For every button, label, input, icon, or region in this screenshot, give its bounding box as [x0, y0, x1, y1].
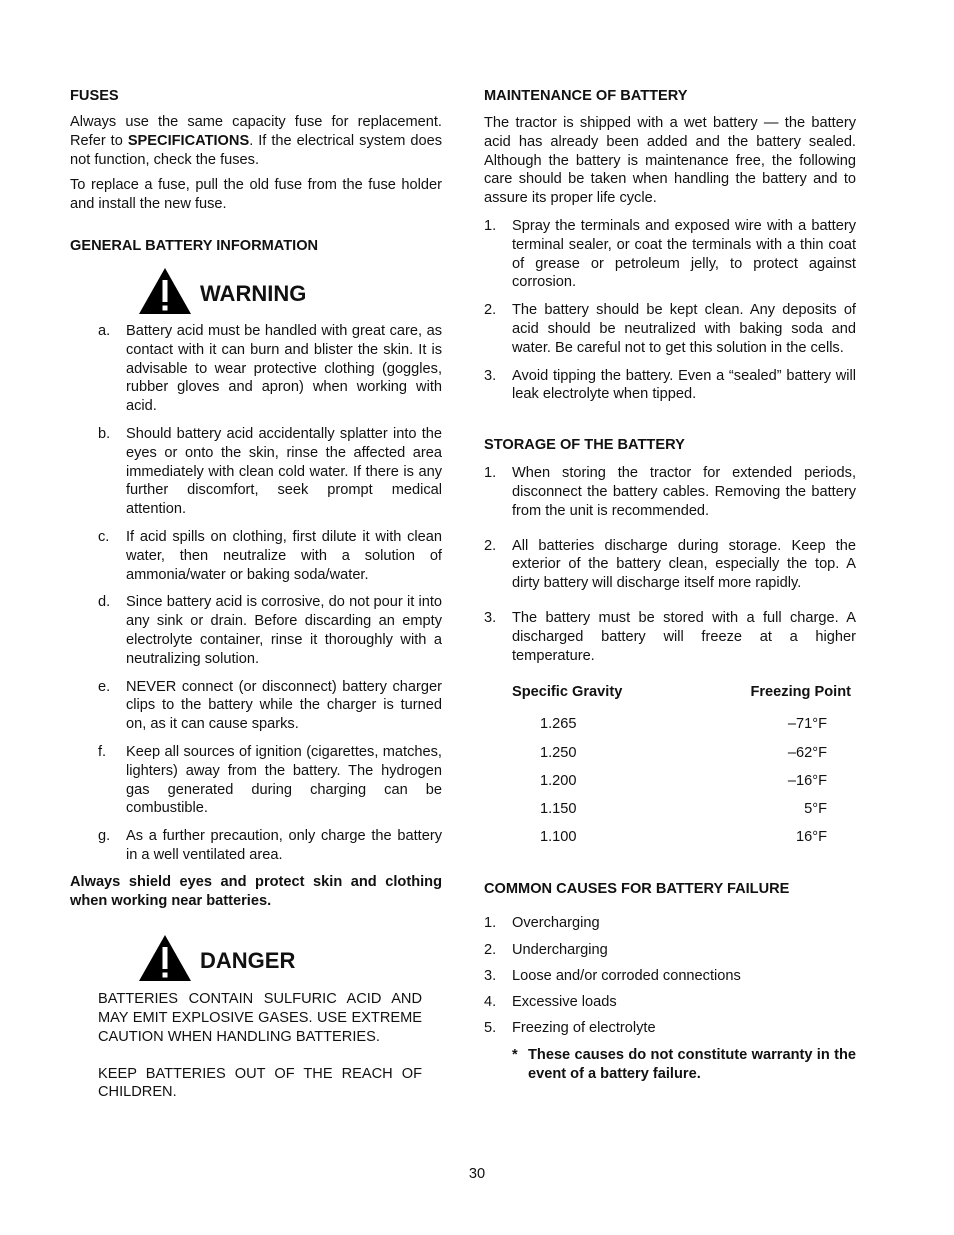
list-item: 1. Spray the terminals and exposed wire with a battery terminal sealer, or coat the terminals with a thin coat of grease or petroleum jelly, to protect against corrosion. — [484, 217, 856, 291]
list-item: 2. Undercharging — [484, 941, 608, 958]
list-item: 5. Freezing of electrolyte — [484, 1020, 656, 1037]
maintenance-intro: The tractor is shipped with a wet battery — the battery acid has already been added and the battery sealed. Although the battery is maintenance free, the following care should be taken when handling the battery and to assure its proper life cycle. — [484, 115, 856, 207]
table-row: 1.250 –62°F — [540, 744, 827, 761]
specific-gravity-table — [512, 683, 851, 856]
list-item: 1. When storing the tractor for extended periods, disconnect the battery cables. Removing the battery from the unit is recommended. — [484, 465, 856, 519]
storage-list — [484, 464, 856, 665]
list-item: 3. Avoid tipping the battery. Even a “sealed” battery will leak electrolyte when tipped. — [484, 367, 856, 403]
danger-alert — [138, 934, 442, 982]
list-item: 2. The battery should be kept clean. Any deposits of acid should be neutralized with baking soda and water. Be careful not to get this solution in the cells. — [484, 302, 856, 356]
list-item: a. Battery acid must be handled with great care, as contact with it can burn and blister the skin. It is advisable to wear protective clothing (goggles, rubber gloves and apron) when working with acid. — [98, 322, 442, 415]
danger-triangle-icon — [138, 934, 192, 982]
list-item: c. If acid spills on clothing, first dilute it with clean water, then neutralize with a solution of ammonia/water or baking soda/water. — [98, 528, 442, 583]
list-item: d. Since battery acid is corrosive, do not pour it into any sink or drain. Before discarding an empty electrolyte container, rinse it thoroughly with a neutralizing solution. — [98, 594, 442, 667]
warranty-note — [484, 1046, 856, 1084]
table-header-row — [512, 683, 851, 715]
fuses-paragraph-1: Always use the same capacity fuse for replacement. Refer to SPECIFICATIONS. If the electrical system does not function, check the fuses. — [70, 114, 442, 168]
list-item: 4. Excessive loads — [484, 994, 617, 1011]
column-header-specific-gravity: Specific Gravity — [512, 684, 623, 701]
table-row: 1.150 5°F — [540, 800, 827, 817]
general-battery-list — [70, 322, 442, 865]
danger-title: DANGER — [200, 948, 296, 974]
fuses-heading: FUSES — [70, 88, 119, 104]
list-item: b. Should battery acid accidentally splatter into the eyes or onto the skin, rinse the affected area immediately with clean cold water. If there is any further discomfort, seek prompt medical attention. — [98, 425, 442, 518]
table-row: 1.265 –71°F — [540, 716, 827, 733]
right-column — [484, 84, 856, 1084]
column-header-freezing-point: Freezing Point — [750, 684, 851, 701]
causes-list — [484, 914, 856, 1038]
list-item: 3. The battery must be stored with a full charge. A discharged battery will freeze at a higher temperature. — [484, 609, 856, 664]
table-row: 1.100 16°F — [540, 829, 827, 846]
warranty-note-text: These causes do not constitute warranty in the event of a battery failure. — [528, 1047, 856, 1083]
causes-heading: COMMON CAUSES FOR BATTERY FAILURE — [484, 881, 790, 898]
storage-heading: STORAGE OF THE BATTERY — [484, 437, 685, 454]
shield-note: Always shield eyes and protect skin and clothing when working near batteries. — [70, 873, 442, 909]
general-battery-heading: GENERAL BATTERY INFORMATION — [70, 237, 319, 254]
warning-title: WARNING — [200, 280, 307, 306]
list-item: 2. All batteries discharge during storage. Keep the exterior of the battery clean, especially the top. A dirty battery will discharge itself more rapidly. — [484, 537, 856, 592]
danger-text — [70, 990, 442, 1102]
list-item: 1. Overcharging — [484, 915, 600, 932]
list-item: 3. Loose and/or corroded connections — [484, 967, 741, 984]
list-item: e. NEVER connect (or disconnect) battery charger clips to the battery while the charger is turned on, as it can cause sparks. — [98, 678, 442, 733]
page-number: 30 — [468, 1166, 486, 1182]
maintenance-list — [484, 217, 856, 404]
specifications-reference: SPECIFICATIONS — [127, 132, 250, 149]
danger-paragraph-1: BATTERIES CONTAIN SULFURIC ACID AND MAY EMIT EXPLOSIVE GASES. USE EXTREME CAUTION WHEN HANDLING BATTERIES. — [98, 991, 422, 1045]
table-row: 1.200 –16°F — [540, 772, 827, 789]
list-item: g. As a further precaution, only charge the battery in a well ventilated area. — [98, 828, 442, 863]
note-asterisk: * — [512, 1047, 518, 1064]
maintenance-heading: MAINTENANCE OF BATTERY — [484, 88, 688, 104]
list-item: f. Keep all sources of ignition (cigarettes, matches, lighters) away from the battery. The hydrogen gas generated during charging can be combustible. — [98, 743, 442, 817]
fuses-paragraph-2: To replace a fuse, pull the old fuse from the fuse holder and install the new fuse. — [70, 177, 442, 213]
warning-triangle-icon — [138, 267, 192, 315]
left-column — [70, 84, 442, 1102]
danger-paragraph-2: KEEP BATTERIES OUT OF THE REACH OF CHILDREN. — [98, 1065, 422, 1101]
warning-alert — [138, 267, 442, 315]
